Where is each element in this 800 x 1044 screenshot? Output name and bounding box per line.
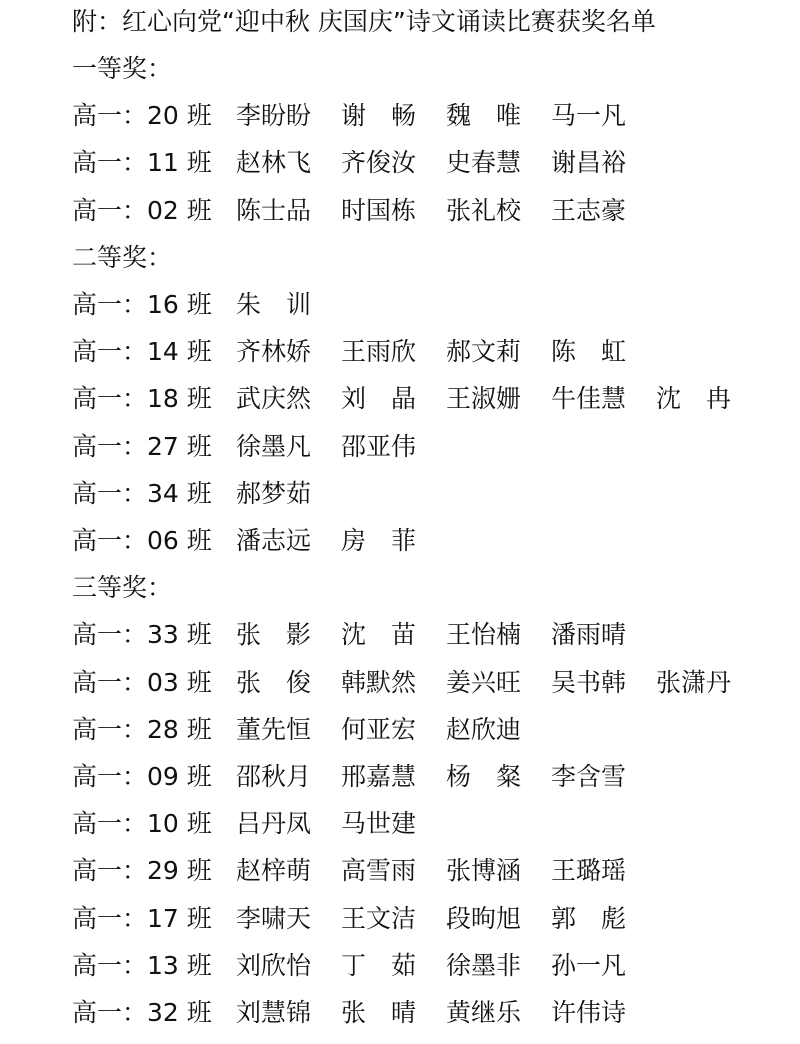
winner-name: 王雨欣 [341,337,417,367]
winner-name: 杨 粲 [446,762,522,791]
winner-name: 郝梦茹 [236,478,312,508]
winner-name: 孙一凡 [551,950,627,980]
winner-name: 李盼盼 [236,101,312,131]
winner-name: 陈士品 [236,195,312,225]
winner-name: 房 菲 [341,526,417,555]
winner-name: 陈 虹 [551,337,627,367]
class-label: 高一：02 班 [72,195,212,225]
winner-name: 王怡楠 [446,620,522,650]
winner-name: 时国栋 [341,195,417,225]
winner-name: 张 影 [236,620,312,650]
winner-name: 朱 训 [236,290,312,319]
winner-name: 王璐瑶 [551,856,627,886]
winner-name: 刘慧锦 [236,998,312,1027]
class-label: 高一：14 班 [72,337,212,367]
winner-name: 王志豪 [551,195,627,225]
winner-name: 马世建 [341,809,417,839]
winner-name: 徐墨非 [446,950,522,980]
class-label: 高一：10 班 [72,809,212,839]
winner-name: 张博涵 [446,856,522,886]
class-label: 高一：17 班 [72,903,212,933]
winner-name: 邵秋月 [236,762,312,791]
winner-name: 丁 茹 [341,950,417,980]
winner-name: 王文洁 [341,903,417,933]
award-level-heading: 一等奖： [72,54,173,83]
winner-name: 马一凡 [551,101,627,131]
class-label: 高一：16 班 [72,290,212,319]
winner-name: 李含雪 [551,762,627,791]
winner-name: 赵欣迪 [446,714,522,744]
winner-name: 黄继乐 [446,998,522,1027]
winner-name: 潘雨晴 [551,620,627,650]
winner-name: 刘 晶 [341,384,417,414]
winner-name: 齐俊汝 [341,148,417,178]
winner-name: 吕丹凤 [236,809,312,839]
winner-name: 李啸天 [236,903,312,933]
winner-name: 赵林飞 [236,148,312,178]
winner-name: 谢昌裕 [551,148,627,178]
winner-name: 邢嘉慧 [341,762,417,791]
class-label: 高一：29 班 [72,856,212,886]
class-label: 高一：13 班 [72,950,212,980]
winner-name: 吴书韩 [551,667,627,697]
winner-name: 高雪雨 [341,856,417,886]
winner-name: 潘志远 [236,526,312,555]
winner-name: 段昫旭 [446,903,522,933]
class-label: 高一：20 班 [72,101,212,131]
class-label: 高一：09 班 [72,762,212,791]
class-label: 高一：34 班 [72,478,212,508]
winner-name: 张礼校 [446,195,522,225]
class-label: 高一：33 班 [72,620,212,650]
winner-name: 史春慧 [446,148,522,178]
class-label: 高一：32 班 [72,998,212,1027]
winner-name: 魏 唯 [446,101,522,131]
winner-name: 刘欣怡 [236,950,312,980]
winner-name: 王淑姗 [446,384,522,414]
winner-name: 张 俊 [236,667,312,697]
class-label: 高一：06 班 [72,526,212,555]
winner-name: 董先恒 [236,714,312,744]
winner-name: 郝文莉 [446,337,522,367]
winner-name: 武庆然 [236,384,312,414]
class-label: 高一：03 班 [72,667,212,697]
winner-name: 沈 苗 [341,620,417,650]
document-title: 附：红心向党“迎中秋 庆国庆”诗文诵读比赛获奖名单 [72,7,656,36]
award-level-heading: 二等奖： [72,242,173,272]
winner-name: 何亚宏 [341,714,417,744]
class-label: 高一：27 班 [72,431,212,461]
winner-name: 齐林娇 [236,337,312,367]
winner-name: 邵亚伟 [341,431,417,461]
class-label: 高一：18 班 [72,384,212,414]
winner-name: 姜兴旺 [446,667,522,697]
award-level-heading: 三等奖： [72,573,173,603]
winner-name: 赵梓萌 [236,856,312,886]
class-label: 高一：11 班 [72,148,212,178]
winner-name: 谢 畅 [341,101,417,131]
winner-name: 沈 冉 [656,384,732,414]
winner-name: 牛佳慧 [551,384,627,414]
winner-name: 郭 彪 [551,903,627,933]
class-label: 高一：28 班 [72,714,212,744]
winner-name: 许伟诗 [551,998,627,1027]
winner-name: 徐墨凡 [236,431,312,461]
winner-name: 张潇丹 [656,667,732,697]
winner-name: 张 晴 [341,998,417,1027]
winner-name: 韩默然 [341,667,417,697]
